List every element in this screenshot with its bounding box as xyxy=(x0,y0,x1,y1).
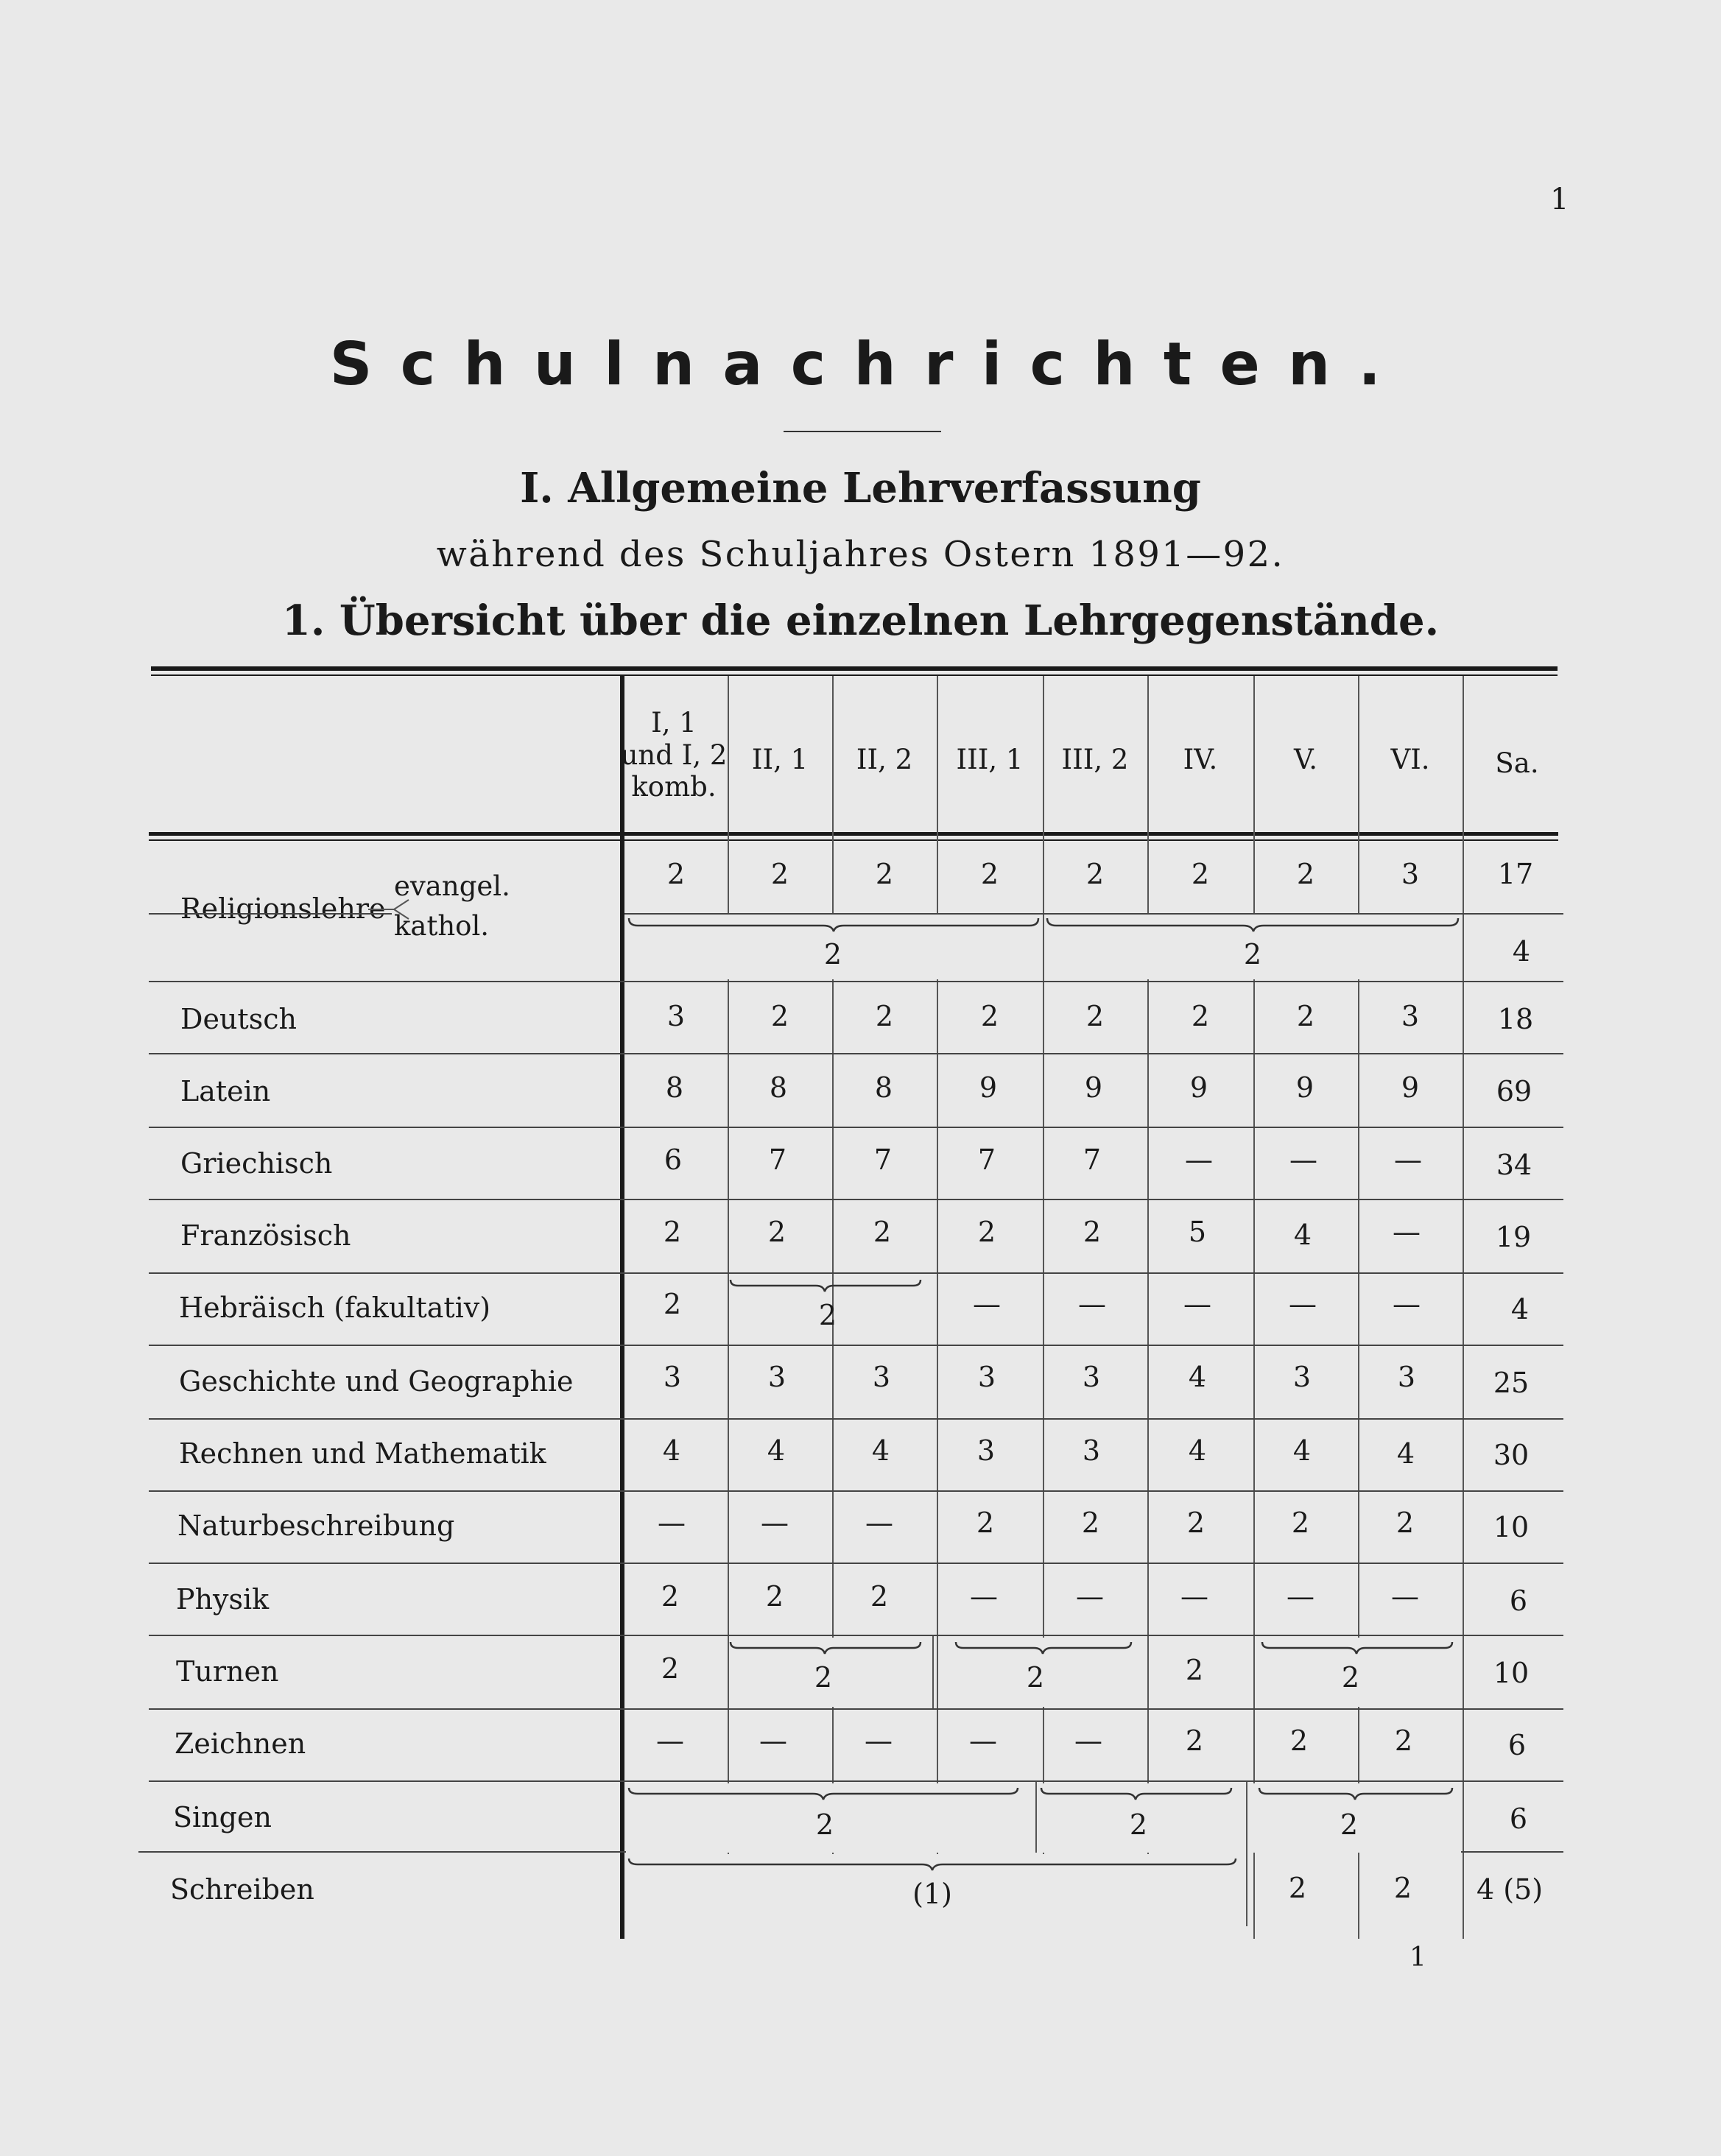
brace-icon xyxy=(1046,917,1460,931)
cell: 3 xyxy=(1082,1434,1101,1467)
brace-icon xyxy=(1258,1786,1455,1801)
group-value: 2 xyxy=(1185,1654,1204,1686)
cell: — xyxy=(1180,1580,1208,1613)
row-sum: 10 xyxy=(1493,1657,1530,1689)
cell: 4 xyxy=(1396,1437,1415,1470)
table-top-rule xyxy=(151,666,1558,671)
cell: 2 xyxy=(870,1580,889,1613)
cell: — xyxy=(658,1507,686,1539)
row-divider xyxy=(149,1780,1563,1782)
group-value: 2 xyxy=(1243,938,1262,970)
cell: 5 xyxy=(1188,1216,1207,1248)
cell: 2 xyxy=(976,1507,995,1539)
cell: 2 xyxy=(873,1216,892,1248)
row-divider xyxy=(149,1490,1563,1492)
cell: 4 xyxy=(1188,1434,1207,1467)
cell: — xyxy=(759,1725,787,1757)
table-top-rule-thin xyxy=(151,674,1558,676)
brace-icon xyxy=(1040,1786,1234,1801)
cell: 2 xyxy=(977,1216,996,1248)
row-sum: 10 xyxy=(1493,1511,1530,1543)
row-label: Singen xyxy=(173,1801,272,1833)
cell: — xyxy=(1078,1288,1106,1320)
cell: — xyxy=(865,1725,893,1757)
row-divider xyxy=(149,1418,1563,1420)
column-header-VI: VI. xyxy=(1390,744,1430,775)
header-bottom-rule xyxy=(149,832,1558,836)
row-label: Physik xyxy=(176,1583,270,1616)
col-divider xyxy=(1147,676,1149,1939)
col-divider xyxy=(1358,676,1359,1939)
cell: 4 xyxy=(871,1434,890,1467)
row-divider xyxy=(149,1635,1563,1636)
brace-icon xyxy=(627,1857,1239,1872)
cell: 8 xyxy=(665,1071,684,1104)
cell: — xyxy=(1076,1580,1104,1613)
row-sum: 6 xyxy=(1507,1729,1527,1761)
col-divider xyxy=(1253,676,1255,1939)
row-label-kathol: kathol. xyxy=(394,910,490,942)
column-header-III2: III, 2 xyxy=(1061,744,1129,775)
row-sum: 4 xyxy=(1510,1293,1530,1325)
row-sum: 19 xyxy=(1495,1221,1532,1253)
cell: 3 xyxy=(663,1361,682,1393)
row-sum: 30 xyxy=(1493,1439,1530,1471)
column-header-III1: III, 1 xyxy=(956,744,1024,775)
row-label: Naturbeschreibung xyxy=(177,1509,455,1542)
cell: 8 xyxy=(769,1071,788,1104)
cell: 2 xyxy=(663,1288,682,1320)
cell: — xyxy=(761,1507,789,1539)
cell: 2 xyxy=(1083,1216,1102,1248)
cell: 2 xyxy=(1081,1507,1100,1539)
cell: — xyxy=(1074,1725,1102,1757)
cell: 3 xyxy=(1401,1000,1420,1032)
group-value: 2 xyxy=(818,1299,837,1331)
cell: 2 xyxy=(1289,1725,1309,1757)
row-sum: 6 xyxy=(1509,1585,1528,1617)
column-header-V: V. xyxy=(1293,744,1318,775)
cell: 2 xyxy=(770,1000,789,1032)
row-label: Schreiben xyxy=(170,1873,314,1906)
row-label: Deutsch xyxy=(180,1003,297,1035)
row-divider xyxy=(149,1053,1563,1054)
column-header-sum: Sa. xyxy=(1495,747,1539,779)
row-divider xyxy=(149,1199,1563,1200)
cell: 2 xyxy=(1394,1725,1413,1757)
cell: 2 xyxy=(1396,1507,1415,1539)
row-label: Geschichte und Geographie xyxy=(179,1365,574,1398)
cell: 2 xyxy=(875,1000,894,1032)
cell: 9 xyxy=(1401,1071,1420,1104)
brace-icon xyxy=(1261,1641,1455,1655)
cell: 7 xyxy=(1083,1144,1102,1176)
cell: 3 xyxy=(666,1000,686,1032)
cell: — xyxy=(1289,1144,1317,1176)
cell: 4 xyxy=(767,1434,786,1467)
cell: 2 xyxy=(1186,1507,1206,1539)
cell: 2 xyxy=(1296,858,1315,890)
cell: 9 xyxy=(979,1071,998,1104)
cell: — xyxy=(1185,1144,1213,1176)
row-sum: 25 xyxy=(1493,1367,1530,1399)
cell: 2 xyxy=(661,1580,680,1613)
column-header-IV: IV. xyxy=(1183,744,1218,775)
cell: — xyxy=(1393,1216,1421,1248)
cell: 3 xyxy=(976,1434,996,1467)
cell: 9 xyxy=(1295,1071,1314,1104)
section-heading: I. Allgemeine Lehrverfassung xyxy=(520,464,1201,512)
signature-number: 1 xyxy=(1409,1942,1426,1973)
page-number: 1 xyxy=(1550,183,1569,216)
row-divider xyxy=(149,1127,1563,1128)
section-subheading: während des Schuljahres Ostern 1891—92. xyxy=(436,534,1285,575)
cell: 7 xyxy=(768,1144,787,1176)
brace-icon xyxy=(954,1641,1134,1655)
column-header-II1: II, 1 xyxy=(751,744,809,775)
cell: 2 xyxy=(663,1216,682,1248)
col-divider xyxy=(1463,676,1464,1939)
row-label: Rechnen und Mathematik xyxy=(179,1437,546,1470)
cell: — xyxy=(1289,1288,1317,1320)
page-title: Schulnachrichten. xyxy=(329,330,1409,398)
cell: 2 xyxy=(666,858,686,890)
row-label: Latein xyxy=(180,1075,271,1107)
group-divider xyxy=(1043,915,1044,981)
row-label: Griechisch xyxy=(180,1147,333,1180)
brace-icon xyxy=(627,917,1040,931)
row-sum: 69 xyxy=(1496,1075,1532,1107)
cell: 3 xyxy=(872,1361,891,1393)
cell: 4 xyxy=(1188,1361,1207,1393)
col-divider xyxy=(937,676,938,1939)
row-divider xyxy=(149,1345,1563,1346)
group-divider xyxy=(932,1636,934,1708)
brace-icon xyxy=(627,1786,1021,1801)
group-divider xyxy=(1246,1782,1247,1853)
cell: 3 xyxy=(1082,1361,1101,1393)
cell: — xyxy=(969,1725,997,1757)
row-divider xyxy=(149,1563,1563,1564)
cell: — xyxy=(1391,1580,1419,1613)
cell: — xyxy=(865,1507,893,1539)
brace-icon xyxy=(729,1641,923,1655)
cell: 2 xyxy=(765,1580,784,1613)
column-header-I: I, 1 und I, 2 komb. xyxy=(620,707,728,803)
cell: 2 xyxy=(980,858,999,890)
cell: 2 xyxy=(1393,1872,1412,1904)
cell: 9 xyxy=(1084,1071,1103,1104)
table-title: 1. Übersicht über die einzelnen Lehrgegenstände. xyxy=(281,596,1440,645)
cell: 2 xyxy=(980,1000,999,1032)
row-divider xyxy=(149,981,1563,982)
group-value: 2 xyxy=(815,1808,834,1841)
row-label: Turnen xyxy=(176,1655,279,1688)
title-divider xyxy=(784,431,941,432)
col-divider xyxy=(1043,676,1044,1939)
cell: 2 xyxy=(1085,1000,1105,1032)
row-label: Zeichnen xyxy=(175,1727,306,1760)
row-label: Französisch xyxy=(180,1219,351,1252)
cell: 2 xyxy=(1191,1000,1210,1032)
header-bottom-rule-thin xyxy=(149,839,1558,841)
cell: — xyxy=(656,1725,684,1757)
cell: 2 xyxy=(1185,1725,1204,1757)
row-sum: 17 xyxy=(1497,858,1534,890)
cell: — xyxy=(1393,1288,1421,1320)
group-value: 2 xyxy=(1341,1661,1360,1694)
cell: — xyxy=(1394,1144,1422,1176)
row-sum: 4 xyxy=(1512,935,1531,968)
cell: 2 xyxy=(770,858,789,890)
cell: — xyxy=(1287,1580,1314,1613)
group-value: 2 xyxy=(823,938,842,970)
cell: 9 xyxy=(1189,1071,1208,1104)
cell: 4 xyxy=(1293,1219,1312,1251)
row-label: Hebräisch (fakultativ) xyxy=(179,1292,491,1324)
row-divider xyxy=(149,1708,1563,1710)
cell: 2 xyxy=(1296,1000,1315,1032)
label-rule-religion xyxy=(149,913,392,915)
cell: 3 xyxy=(1292,1361,1312,1393)
cell: 2 xyxy=(875,858,894,890)
row-sum: 4 (5) xyxy=(1476,1873,1544,1906)
row-label-evangel: evangel. xyxy=(394,870,510,902)
cell: 3 xyxy=(977,1361,996,1393)
cell: 4 xyxy=(662,1434,681,1467)
group-value: (1) xyxy=(912,1878,952,1910)
cell: 6 xyxy=(664,1144,683,1176)
group-value: 2 xyxy=(814,1661,833,1694)
cell: 3 xyxy=(1397,1361,1416,1393)
cell: 7 xyxy=(873,1144,893,1176)
group-divider xyxy=(1035,1782,1037,1853)
cell: — xyxy=(973,1288,1001,1320)
cell: 3 xyxy=(767,1361,786,1393)
cell: 7 xyxy=(977,1144,996,1176)
row-sum: 6 xyxy=(1509,1803,1528,1835)
row-label-religion: Religionslehre xyxy=(180,892,386,925)
column-header-II2: II, 2 xyxy=(856,744,913,775)
cell: 2 xyxy=(1288,1872,1307,1904)
row-sum: 18 xyxy=(1497,1003,1534,1035)
row-divider xyxy=(149,1272,1563,1274)
cell: 8 xyxy=(874,1071,893,1104)
cell: 3 xyxy=(1401,858,1420,890)
group-value: 2 xyxy=(1129,1808,1148,1841)
cell: 2 xyxy=(1291,1507,1310,1539)
cell: — xyxy=(1183,1288,1211,1320)
cell: 4 xyxy=(1292,1434,1312,1467)
brace-icon xyxy=(729,1278,923,1293)
group-value: 2 xyxy=(1026,1661,1045,1694)
row-sum: 34 xyxy=(1496,1149,1532,1181)
label-column-divider xyxy=(620,676,624,1939)
cell: 2 xyxy=(767,1216,786,1248)
cell: 2 xyxy=(1085,858,1105,890)
cell: — xyxy=(970,1580,998,1613)
cell: 2 xyxy=(1191,858,1210,890)
cell: 2 xyxy=(661,1652,680,1685)
group-divider xyxy=(1246,1853,1247,1926)
group-value: 2 xyxy=(1340,1808,1359,1841)
